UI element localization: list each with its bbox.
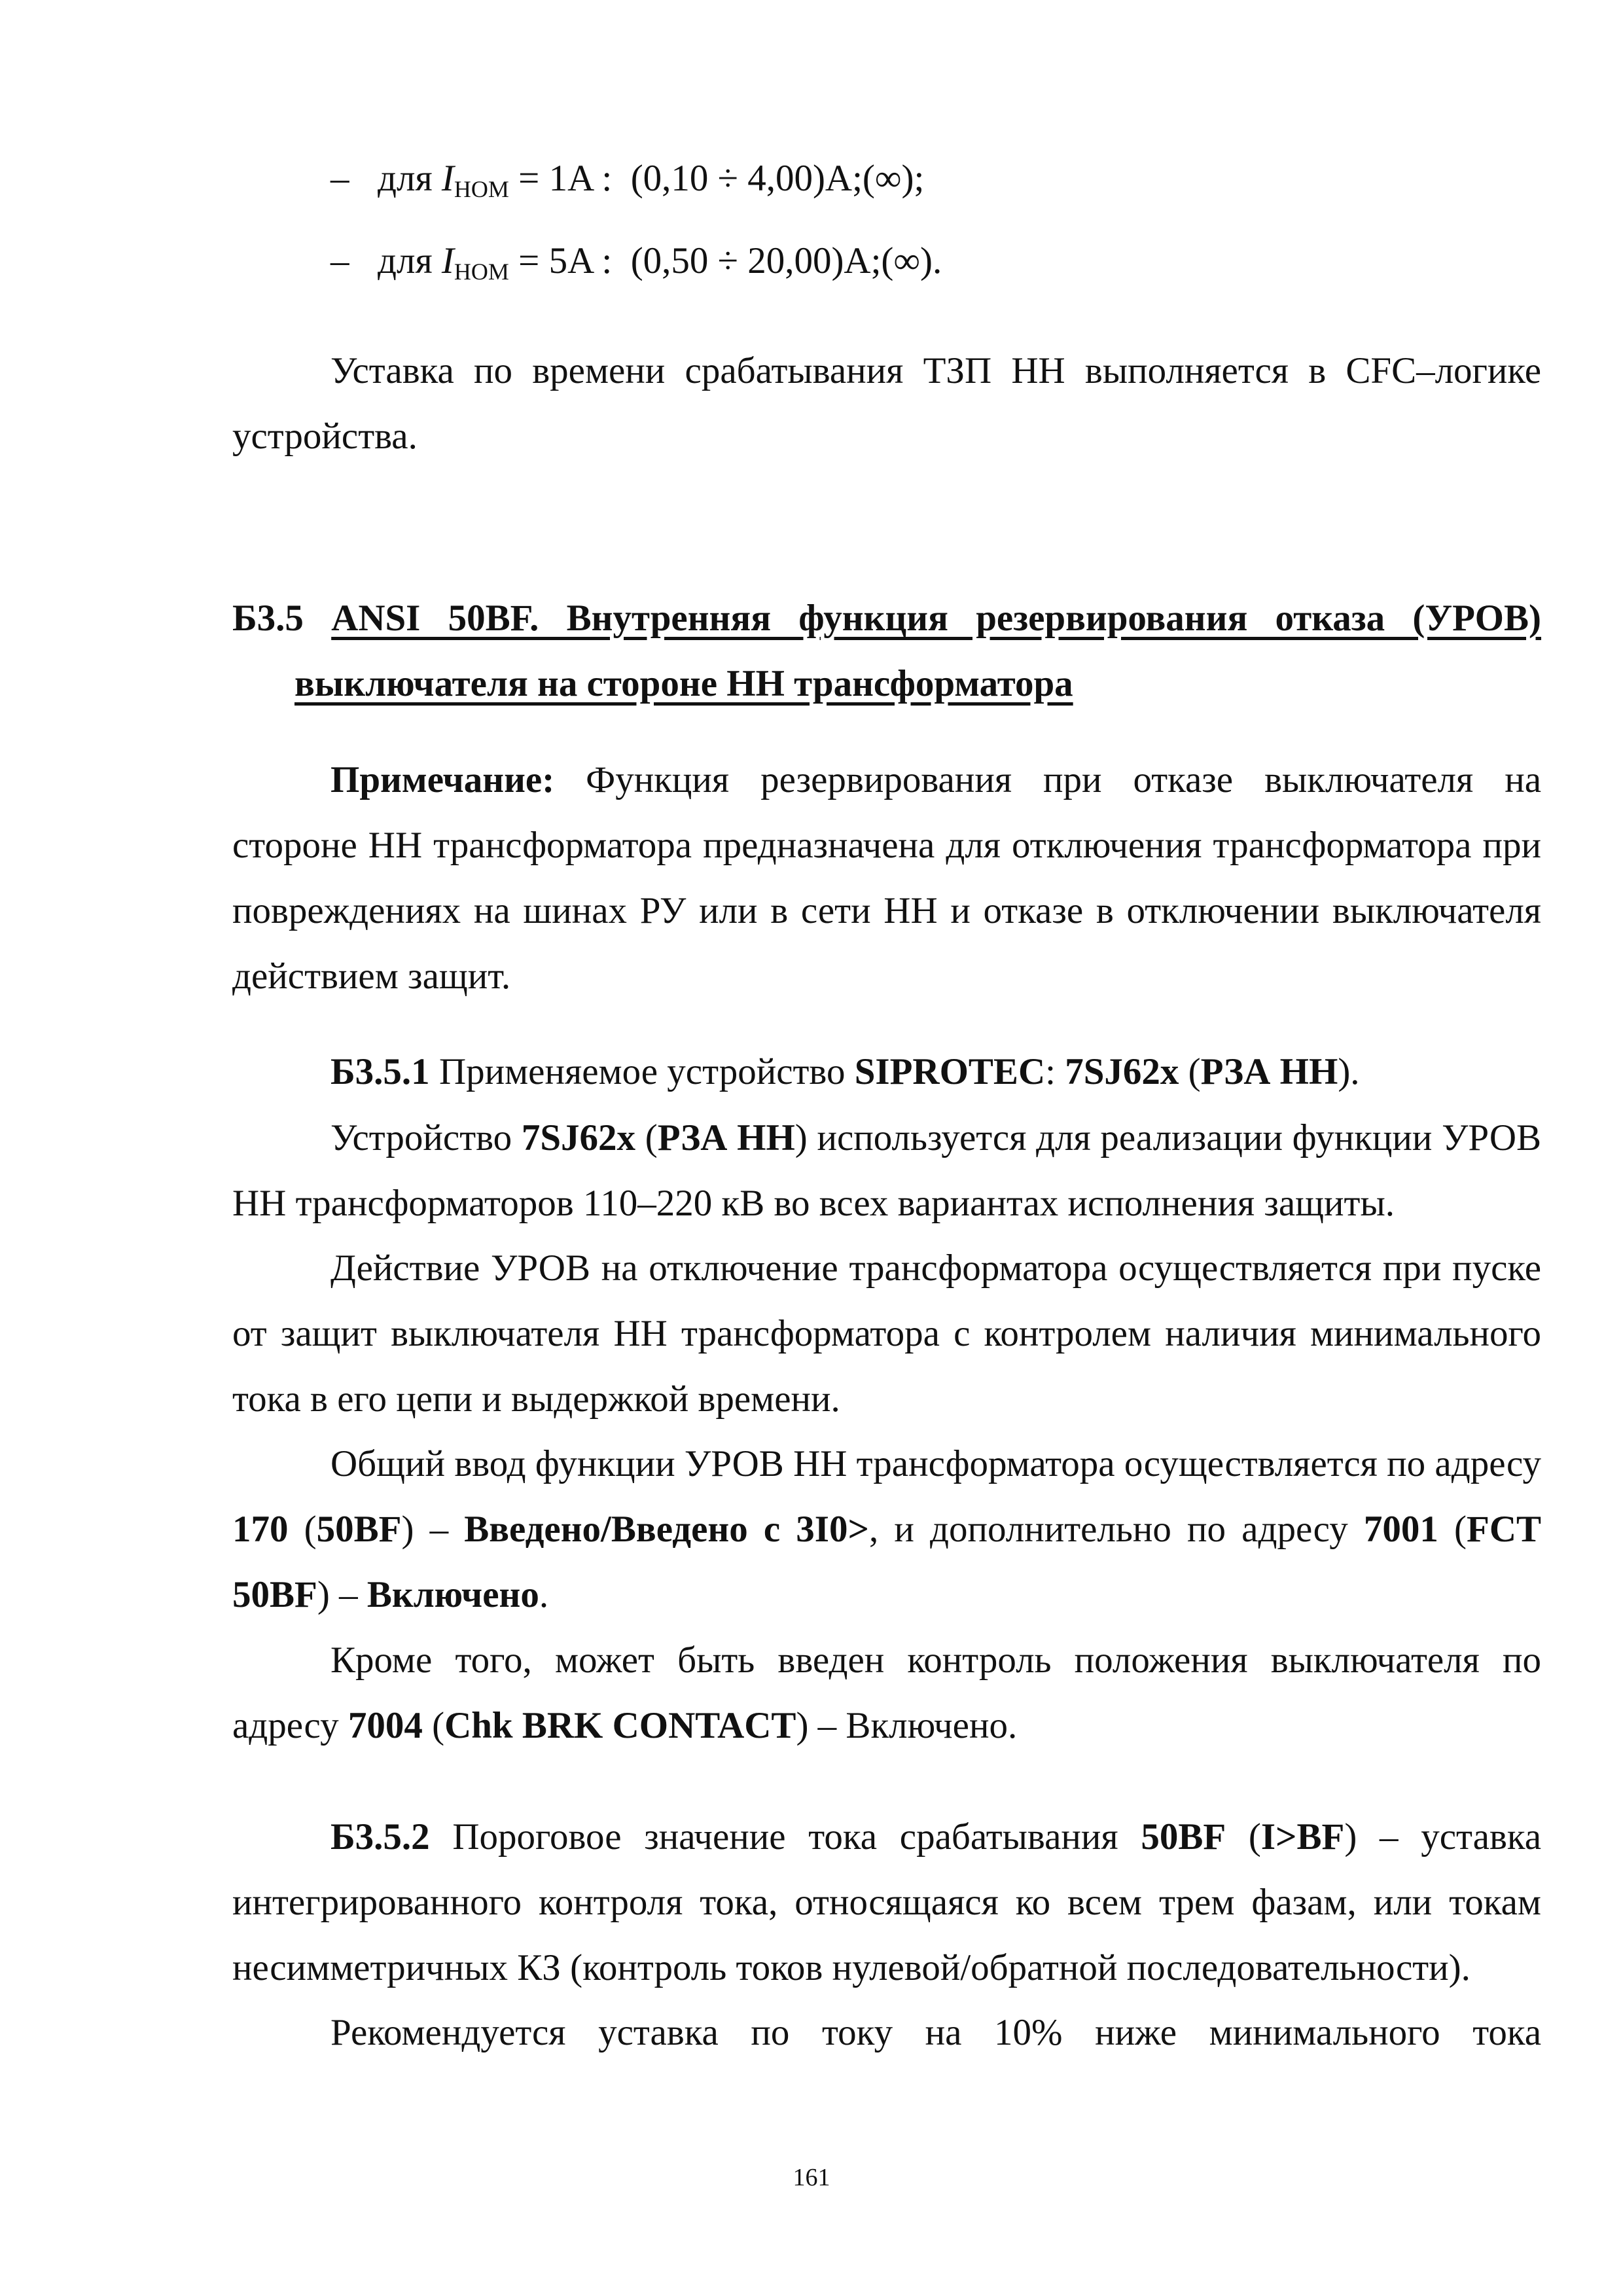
text-run: ) – уставка интегрированного контроля тока, относящаяся ко всем трем фазам, или токам несимметричных КЗ (контроль токов нулевой/обратной последовательности).	[232, 1816, 1542, 1988]
text-run: (	[1179, 1051, 1201, 1092]
text-run: (	[288, 1509, 317, 1550]
paragraph-text: Рекомендуется уставка по току на 10% ниже минимального тока	[330, 2012, 1541, 2053]
formula-subscript: НОМ	[454, 176, 509, 202]
paragraph-breaker-position	[232, 1628, 1541, 1759]
bold-run: Введено/Введено с 3I0>	[464, 1509, 869, 1550]
text-run: (	[422, 1705, 445, 1746]
section-title-line-1: ANSI 50BF. Внутренняя функция резервирования отказа (УРОВ)	[331, 598, 1541, 639]
paragraph-time-setting	[232, 338, 1541, 469]
section-heading-line-2	[232, 651, 1541, 717]
formula-expression: = 1A :	[518, 158, 613, 199]
subsection-3-5-1	[232, 1038, 1541, 1105]
text-run: (	[1438, 1509, 1467, 1550]
bold-run: РЗА НН	[657, 1117, 795, 1158]
formula-range: (0,10 ÷ 4,00)A;(∞);	[630, 158, 925, 199]
text-run: ).	[1338, 1051, 1360, 1092]
section-title-line-2: выключателя на стороне НН трансформатора	[294, 663, 1073, 704]
section-heading	[232, 586, 1541, 717]
bold-run: I>BF	[1260, 1816, 1345, 1857]
bold-run: Chk BRK CONTACT	[444, 1705, 796, 1746]
formula-subscript: НОМ	[454, 259, 509, 285]
formula-range: (0,50 ÷ 20,00)A;(∞).	[630, 240, 942, 281]
text-run: , и дополнительно по адресу	[868, 1509, 1364, 1550]
formula-word: для	[378, 240, 433, 281]
text-run: ) –	[401, 1509, 465, 1550]
formula-expression: = 5A :	[518, 240, 613, 281]
bold-run: 7001	[1363, 1509, 1438, 1550]
formula-dash: –	[330, 158, 349, 199]
subsection-number: Б3.5.2	[330, 1816, 430, 1857]
bold-run: 50BF	[316, 1509, 402, 1550]
text-run: ) – Включено.	[796, 1705, 1018, 1746]
subsection-3-5-2	[232, 1804, 1541, 2001]
formula-line-2	[330, 240, 942, 285]
subsection-number: Б3.5.1	[330, 1051, 430, 1092]
section-heading-line-1	[232, 586, 1541, 651]
text-run: (	[635, 1117, 658, 1158]
paragraph-general-input	[232, 1431, 1541, 1628]
note-label: Примечание:	[330, 759, 555, 800]
bold-run: 50BF	[1141, 1816, 1226, 1857]
paragraph-recommendation	[232, 2000, 1541, 2066]
formula-word: для	[378, 158, 433, 199]
formula-dash: –	[330, 240, 349, 281]
paragraph-device	[232, 1105, 1541, 1236]
page-number: 161	[793, 2164, 830, 2191]
paragraph-text: Уставка по времени срабатывания ТЗП НН выполняется в CFC–логике устройства.	[232, 350, 1541, 457]
note-text: Функция резервирования при отказе выключателя на стороне НН трансформатора предназначена для отключения трансформатора при повреждениях на шинах РУ или в сети НН и отказе в отключении выключателя действием защит.	[232, 759, 1541, 997]
text-run: Применяемое устройство	[429, 1051, 855, 1092]
text-run: (	[1226, 1816, 1261, 1857]
bold-run: 170	[232, 1509, 289, 1550]
bold-run: FCT 50BF	[232, 1509, 1541, 1615]
text-run: :	[1045, 1051, 1065, 1092]
bold-run: 7SJ62x	[1065, 1051, 1179, 1092]
section-number: Б3.5	[232, 598, 304, 639]
bold-run: 7SJ62x	[521, 1117, 636, 1158]
text-run: Общий ввод функции УРОВ НН трансформатора осуществляется по адресу	[330, 1443, 1541, 1484]
bold-run: Включено	[366, 1574, 539, 1615]
paragraph-text: Действие УРОВ на отключение трансформатора осуществляется при пуске от защит выключателя НН трансформатора с контролем наличия минимального тока в его цепи и выдержкой времени.	[232, 1247, 1541, 1420]
text-run: ) используется для реализации функции УРОВ НН трансформаторов 110–220 кВ во всех вариантах исполнения защиты.	[232, 1117, 1542, 1224]
text-run: Кроме того, может быть введен контроль положения выключателя по адресу	[232, 1640, 1541, 1746]
formula-variable: I	[441, 240, 454, 281]
bold-run: РЗА НН	[1200, 1051, 1338, 1092]
text-run: .	[539, 1574, 549, 1615]
text-run: Пороговое значение тока срабатывания	[429, 1816, 1141, 1857]
text-run: Устройство	[330, 1117, 522, 1158]
note-paragraph	[232, 747, 1541, 1009]
formula-variable: I	[441, 158, 454, 199]
paragraph-action	[232, 1236, 1541, 1432]
bold-run: 7004	[348, 1705, 423, 1746]
bold-run: SIPROTEC	[854, 1051, 1046, 1092]
formula-line-1	[330, 157, 924, 203]
text-run: ) –	[317, 1574, 367, 1615]
